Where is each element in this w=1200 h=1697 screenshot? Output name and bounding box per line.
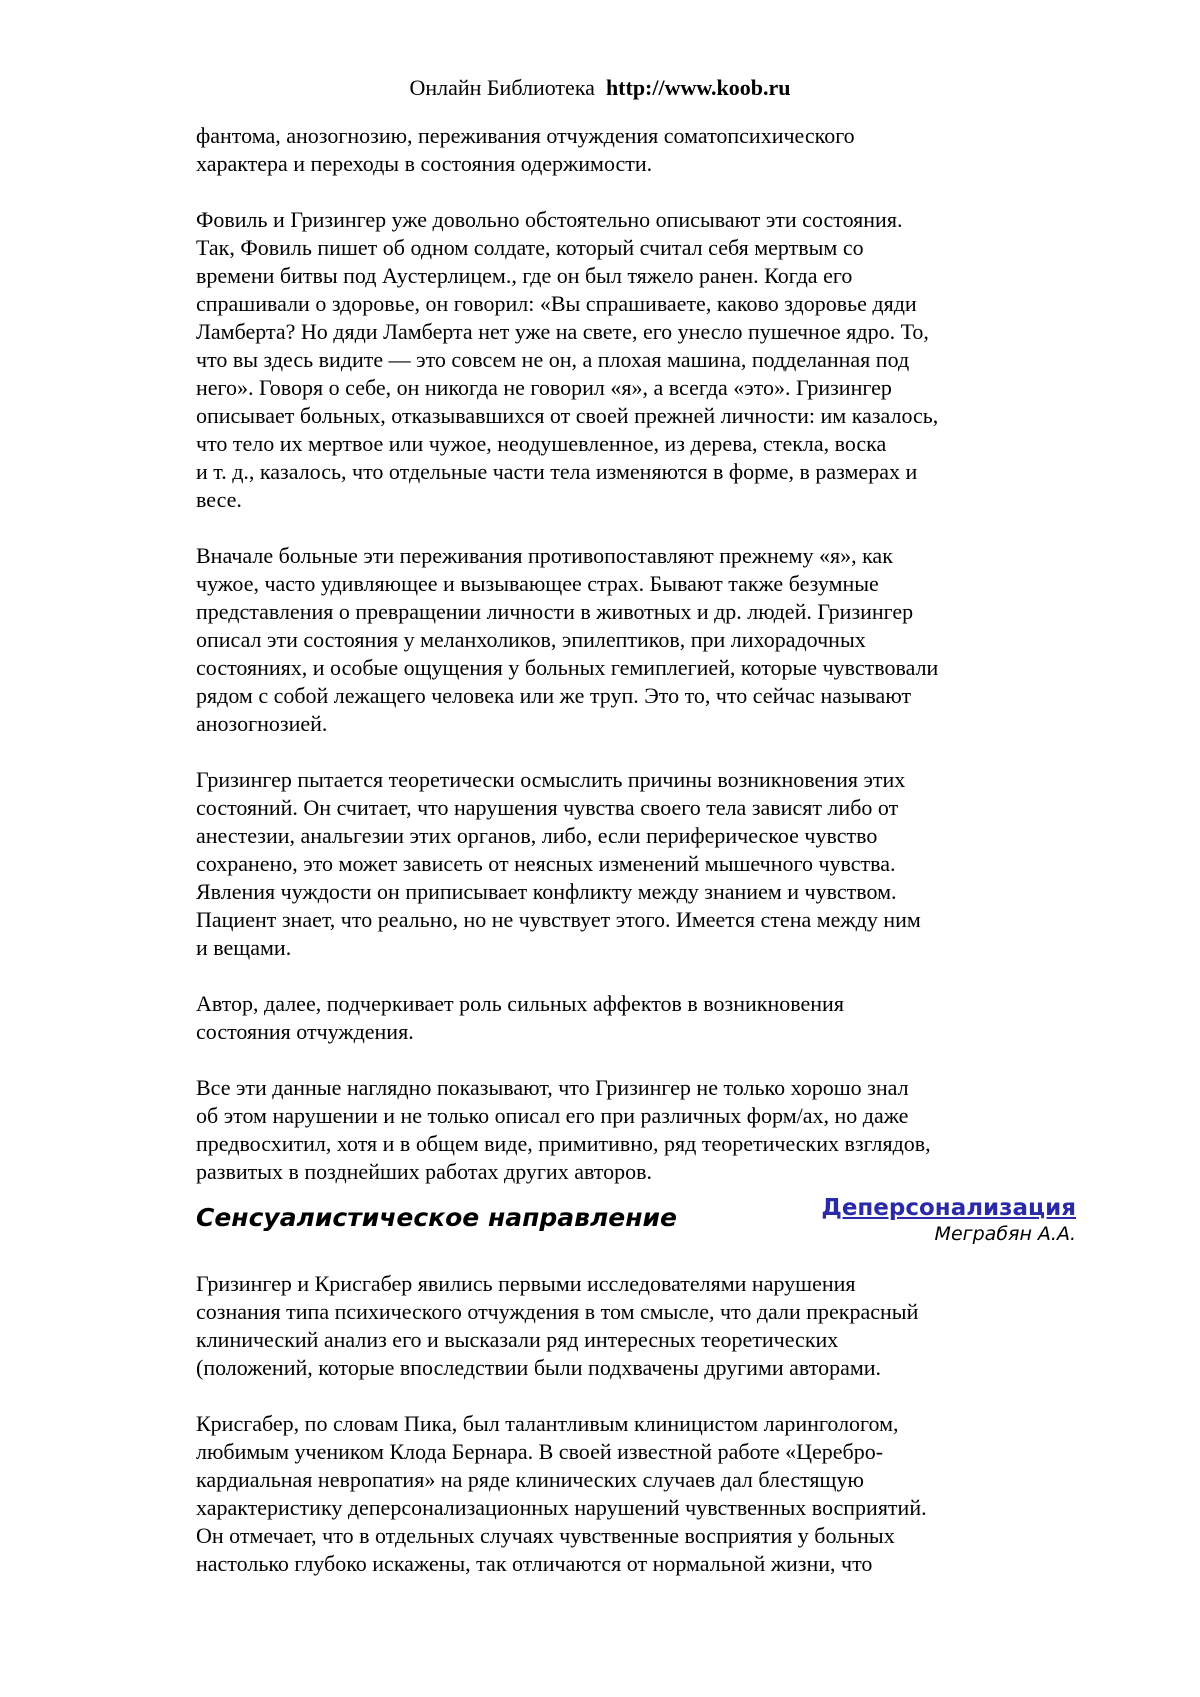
text-line: анестезии, анальгезии этих органов, либо, если периферическое чувство	[196, 823, 878, 848]
text-line: об этом нарушении и не только описал его при различных форм/ах, но даже	[196, 1103, 909, 1128]
paragraph	[196, 766, 1056, 962]
text-line: кардиальная невропатия» на ряде клинических случаев дал блестящую	[196, 1467, 864, 1492]
paragraph	[196, 1270, 1056, 1382]
text-line: описывает больных, отказывавшихся от своей прежней личности: им казалось,	[196, 403, 939, 428]
text-line: Гризингер пытается теоретически осмыслить причины возникновения этих	[196, 767, 906, 792]
text-line: что вы здесь видите — это совсем не он, а плохая машина, подделанная под	[196, 347, 910, 372]
text-line: Автор, далее, подчеркивает роль сильных аффектов в возникновения	[196, 991, 844, 1016]
document-body	[196, 122, 1076, 1578]
text-line: Фовиль и Гризингер уже довольно обстоятельно описывают эти состояния.	[196, 207, 903, 232]
text-line: состояния отчуждения.	[196, 1019, 414, 1044]
text-line: что тело их мертвое или чужое, неодушевленное, из дерева, стекла, воска	[196, 431, 887, 456]
book-title-link[interactable]: Деперсонализация	[821, 1195, 1076, 1221]
text-line: Ламберта? Но дяди Ламберта нет уже на свете, его унесло пушечное ядро. То,	[196, 319, 929, 344]
text-line: чужое, часто удивляющее и вызывающее страх. Бывают также безумные	[196, 571, 879, 596]
text-line: характера и переходы в состояния одержимости.	[196, 151, 653, 176]
library-label: Онлайн Библиотека	[409, 75, 595, 100]
paragraph-gap	[196, 1382, 1056, 1410]
paragraph	[196, 206, 1056, 514]
text-line: состояний. Он считает, что нарушения чувства своего тела зависят либо от	[196, 795, 899, 820]
text-line: характеристику деперсонализационных нарушений чувственных восприятий.	[196, 1495, 927, 1520]
text-line: него». Говоря о себе, он никогда не говорил «я», а всегда «это». Гризингер	[196, 375, 892, 400]
paragraphs-after	[196, 1270, 1056, 1578]
section-heading-row	[196, 1194, 1076, 1270]
text-line: Все эти данные наглядно показывают, что Гризингер не только хорошо знал	[196, 1075, 909, 1100]
text-line: (положений, которые впоследствии были подхвачены другими авторами.	[196, 1355, 882, 1380]
paragraph-gap	[196, 1046, 1056, 1074]
text-line: состояниях, и особые ощущения у больных гемиплегией, которые чувствовали	[196, 655, 939, 680]
text-line: времени битвы под Аустерлицем., где он был тяжело ранен. Когда его	[196, 263, 853, 288]
paragraph	[196, 1074, 1056, 1186]
text-line: сохранено, это может зависеть от неясных изменений мышечного чувства.	[196, 851, 896, 876]
text-line: описал эти состояния у меланхоликов, эпилептиков, при лихорадочных	[196, 627, 866, 652]
text-line: Так, Фовиль пишет об одном солдате, который считал себя мертвым со	[196, 235, 864, 260]
paragraph-gap	[196, 514, 1056, 542]
text-line: Пациент знает, что реально, но не чувствует этого. Имеется стена между ним	[196, 907, 921, 932]
text-line: любимым учеником Клода Бернара. В своей известной работе «Церебро-	[196, 1439, 884, 1464]
paragraph-gap	[196, 178, 1056, 206]
paragraph	[196, 122, 1056, 178]
paragraph	[196, 1410, 1056, 1578]
text-line: Вначале больные эти переживания противопоставляют прежнему «я», как	[196, 543, 893, 568]
section-title: Сенсуалистическое направление	[196, 1203, 677, 1232]
text-line: Гризингер и Крисгабер явились первыми исследователями нарушения	[196, 1271, 856, 1296]
text-line: развитых в позднейших работах других авторов.	[196, 1159, 653, 1184]
book-reference	[821, 1194, 1076, 1246]
text-line: представления о превращении личности в животных и др. людей. Гризингер	[196, 599, 914, 624]
paragraph	[196, 542, 1056, 738]
text-line: сознания типа психического отчуждения в том смысле, что дали прекрасный	[196, 1299, 919, 1324]
text-line: Явления чуждости он приписывает конфликту между знанием и чувством.	[196, 879, 897, 904]
text-line: клинический анализ его и высказали ряд интересных теоретических	[196, 1327, 839, 1352]
text-line: спрашивали о здоровье, он говорил: «Вы спрашиваете, каково здоровье дяди	[196, 291, 917, 316]
text-line: рядом с собой лежащего человека или же труп. Это то, что сейчас называют	[196, 683, 912, 708]
paragraph	[196, 990, 1056, 1046]
text-line: и т. д., казалось, что отдельные части тела изменяются в форме, в размерах и	[196, 459, 918, 484]
text-line: настолько глубоко искажены, так отличаются от нормальной жизни, что	[196, 1551, 873, 1576]
page-header	[0, 74, 1200, 102]
text-line: весе.	[196, 487, 242, 512]
text-line: Он отмечает, что в отдельных случаях чувственные восприятия у больных	[196, 1523, 895, 1548]
text-line: фантома, анозогнозию, переживания отчуждения соматопсихического	[196, 123, 855, 148]
text-line: анозогнозией.	[196, 711, 328, 736]
book-author: Меграбян А.А.	[934, 1223, 1076, 1245]
paragraphs-before	[196, 122, 1056, 1186]
paragraph-gap	[196, 738, 1056, 766]
site-url: http://www.koob.ru	[605, 75, 791, 100]
paragraph-gap	[196, 962, 1056, 990]
text-line: и вещами.	[196, 935, 292, 960]
text-line: предвосхитил, хотя и в общем виде, примитивно, ряд теоретических взглядов,	[196, 1131, 931, 1156]
text-line: Крисгабер, по словам Пика, был талантливым клиницистом ларингологом,	[196, 1411, 899, 1436]
